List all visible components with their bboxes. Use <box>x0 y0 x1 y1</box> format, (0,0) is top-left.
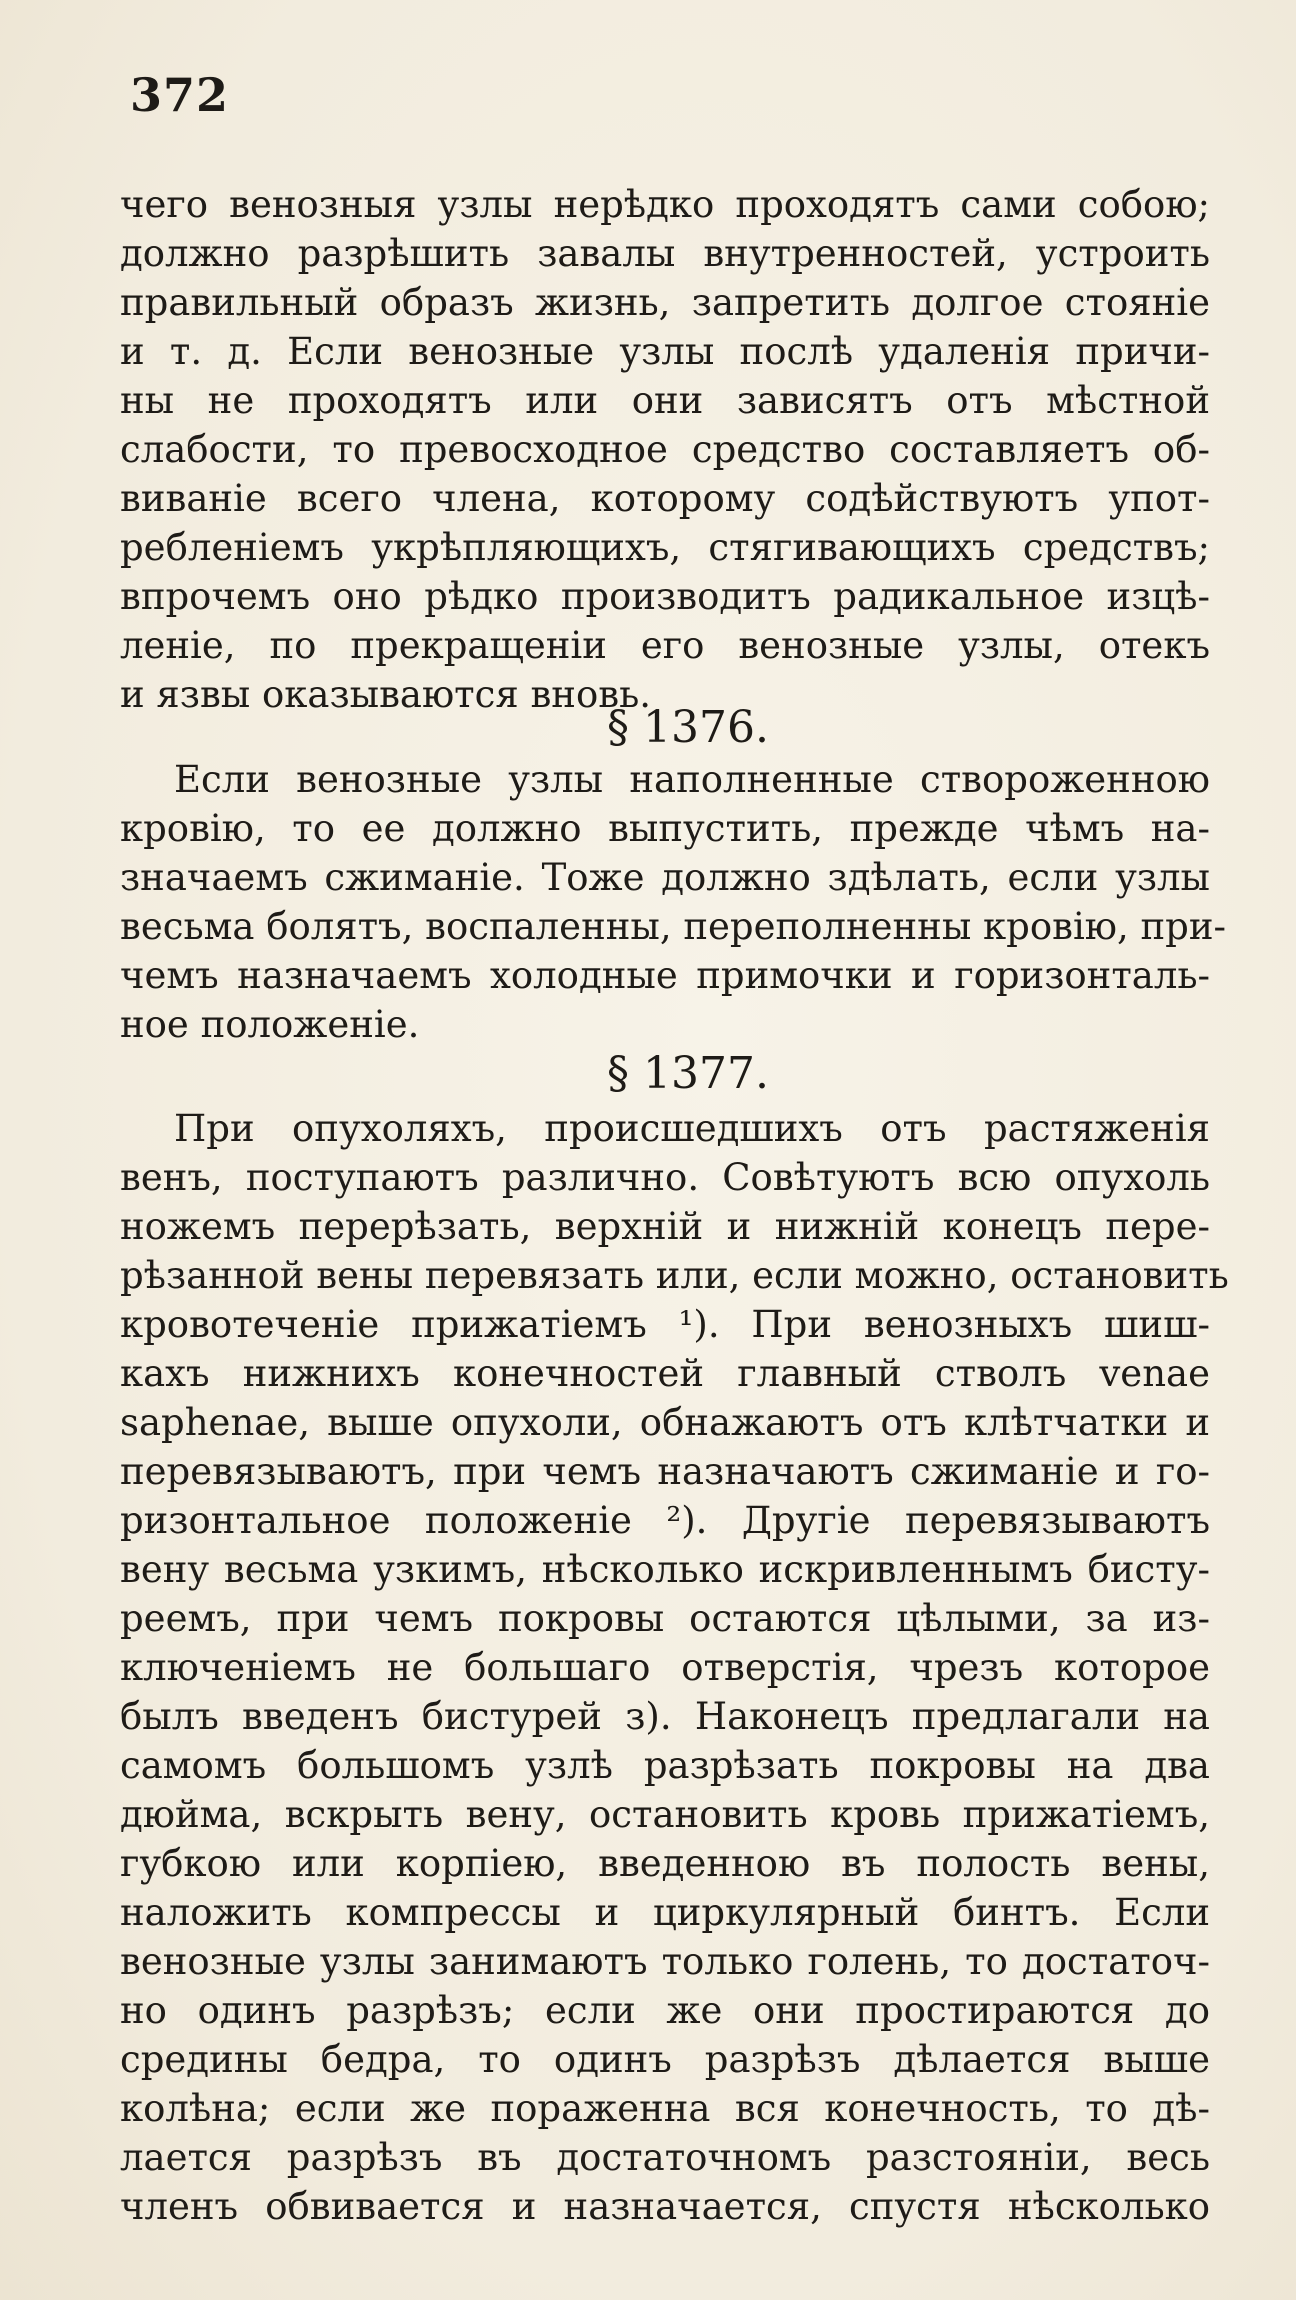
text-line: губкою или корпіею, введенною въ полость вены, <box>120 1842 1210 1885</box>
text-line: Если венозные узлы наполненные створоженною <box>174 758 1210 801</box>
text-line: венъ, поступаютъ различно. Совѣтуютъ всю опухоль <box>120 1156 1210 1199</box>
text-line: При опухоляхъ, происшедшихъ отъ растяженія <box>174 1107 1210 1150</box>
text-line: наложить компрессы и циркулярный бинтъ. Если <box>120 1891 1210 1934</box>
text-line: правильный образъ жизнь, запретить долгое стояніе <box>120 281 1210 324</box>
text-line: средины бедра, то одинъ разрѣзъ дѣлается выше <box>120 2038 1210 2081</box>
text-line: впрочемъ оно рѣдко производитъ радикальное изцѣ- <box>120 575 1210 618</box>
text-line: колѣна; если же пораженна вся конечность, то дѣ- <box>120 2087 1210 2130</box>
text-line: ризонтальное положеніе ²). Другіе перевязываютъ <box>120 1499 1210 1542</box>
text-line: saphenae, выше опухоли, обнажаютъ отъ клѣтчатки и <box>120 1401 1210 1444</box>
section-heading-1377: § 1377. <box>607 1048 769 1099</box>
text-line: венозные узлы занимаютъ только голень, то достаточ- <box>120 1940 1210 1983</box>
text-line: ребленіемъ укрѣпляющихъ, стягивающихъ средствъ; <box>120 526 1210 569</box>
text-line: былъ введенъ бистурей з). Наконецъ предлагали на <box>120 1695 1210 1738</box>
text-line: чемъ назначаемъ холодные примочки и горизонталь- <box>120 954 1210 997</box>
text-line: самомъ большомъ узлѣ разрѣзать покровы на два <box>120 1744 1210 1787</box>
text-line: леніе, по прекращеніи его венозные узлы, отекъ <box>120 624 1210 667</box>
text-line: и язвы оказываются вновь. <box>120 673 651 716</box>
text-line: рѣзанной вены перевязать или, если можно, остановить <box>120 1254 1229 1297</box>
text-line: перевязываютъ, при чемъ назначаютъ сжиманіе и го- <box>120 1450 1210 1493</box>
text-line: лается разрѣзъ въ достаточномъ разстояніи, весь <box>120 2136 1210 2179</box>
text-line: членъ обвивается и назначается, спустя нѣсколько <box>120 2185 1210 2228</box>
text-line: виваніе всего члена, которому содѣйствуютъ упот- <box>120 477 1210 520</box>
section-1376-body <box>120 755 1227 1049</box>
text-line: и т. д. Если венозные узлы послѣ удаленія причи- <box>120 330 1210 373</box>
text-line: ключеніемъ не большаго отверстія, чрезъ которое <box>120 1646 1210 1689</box>
text-line: ны не проходятъ или они зависятъ отъ мѣстной <box>120 379 1210 422</box>
text-line: но одинъ разрѣзъ; если же они простираются до <box>120 1989 1210 2032</box>
text-line: дюйма, вскрыть вену, остановить кровь прижатіемъ, <box>120 1793 1210 1836</box>
text-line: ное положеніе. <box>120 1003 420 1046</box>
text-line: кахъ нижнихъ конечностей главный стволъ venae <box>120 1352 1210 1395</box>
text-line: ножемъ перерѣзать, верхній и нижній конецъ пере- <box>120 1205 1210 1248</box>
text-line: весьма болятъ, воспаленны, переполненны кровію, при- <box>120 905 1227 948</box>
paragraph-continuation <box>120 180 1210 719</box>
page-number: 372 <box>130 68 230 122</box>
section-heading-1376: § 1376. <box>607 702 769 753</box>
text-line: вену весьма узкимъ, нѣсколько искривленнымъ бисту- <box>120 1548 1210 1591</box>
text-line: должно разрѣшить завалы внутренностей, устроить <box>120 232 1210 275</box>
text-line: кровотеченіе прижатіемъ ¹). При венозныхъ шиш- <box>120 1303 1210 1346</box>
text-line: кровію, то ее должно выпустить, прежде чѣмъ на- <box>120 807 1210 850</box>
text-line: слабости, то превосходное средство составляетъ об- <box>120 428 1210 471</box>
section-1377-body <box>120 1104 1229 2231</box>
text-line: значаемъ сжиманіе. Тоже должно здѣлать, если узлы <box>120 856 1210 899</box>
text-line: реемъ, при чемъ покровы остаются цѣлыми, за из- <box>120 1597 1210 1640</box>
text-line: чего венозныя узлы нерѣдко проходятъ сами собою; <box>120 183 1210 226</box>
